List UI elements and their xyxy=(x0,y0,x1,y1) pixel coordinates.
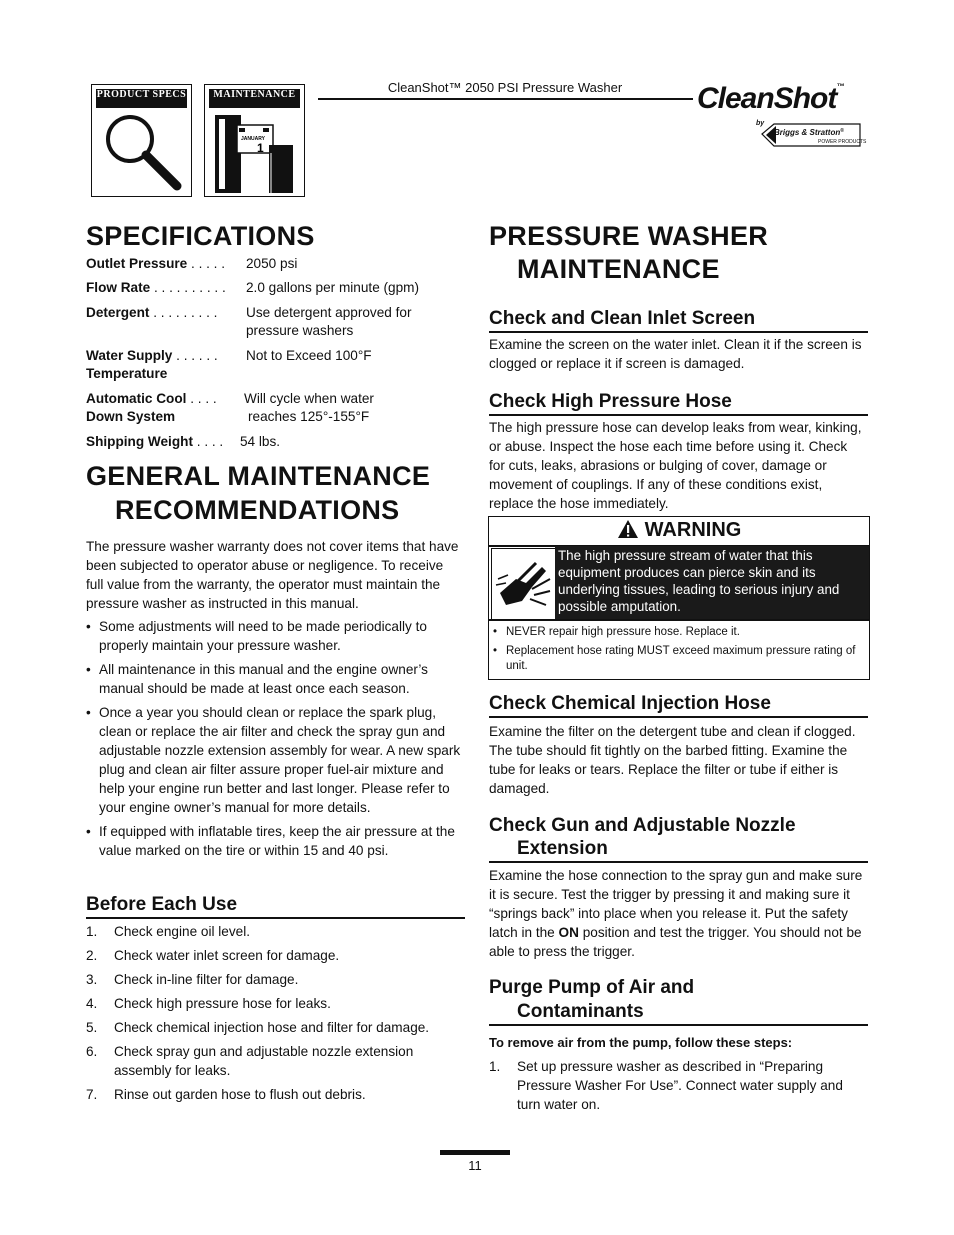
list-item: 5. Check chemical injection hose and filter for damage. xyxy=(86,1020,430,1035)
page-number-bar xyxy=(440,1150,510,1155)
warranty-paragraph: The pressure washer warranty does not cover items that have been subjected to operator abuse or negligence. To receive full value from the warranty, the operator must maintain the pressure washer as instructed in this manual. xyxy=(86,539,459,611)
purge-steps xyxy=(489,1057,867,1119)
spec-value: Not to Exceed 100°F xyxy=(246,348,372,363)
gun-nozzle-paragraph: Examine the hose connection to the spray gun and make sure it is secure. Test the trigger by pressing it and making sure it “springs back” into place when you release it. Put the safety latch in the ON position and test the trigger. You should not be able to press the trigger. xyxy=(489,868,863,959)
list-item: 6. Check spray gun and adjustable nozzle extension assembly for leaks. xyxy=(86,1044,414,1078)
pressure-washer-maintenance-heading-line2: MAINTENANCE xyxy=(517,254,720,284)
list-item: 4. Check high pressure hose for leaks. xyxy=(86,996,331,1011)
spec-value: Use detergent approved for xyxy=(246,305,412,320)
pressure-washer-maintenance-heading: PRESSURE WASHER xyxy=(489,221,769,251)
purge-lead: To remove air from the pump, follow these steps: xyxy=(489,1035,793,1050)
header-rule xyxy=(318,98,693,100)
spec-value-continued: pressure washers xyxy=(246,323,354,338)
gun-nozzle-heading: Check Gun and Adjustable Nozzle xyxy=(489,815,796,836)
list-item: 1. Set up pressure washer as described in “Preparing Pressure Washer For Use”. Connect water supply and turn water on. xyxy=(489,1059,843,1112)
document-title: CleanShot™ 2050 PSI Pressure Washer xyxy=(387,80,623,95)
warning-triangle-icon xyxy=(617,519,639,539)
section-rule xyxy=(489,1024,868,1026)
spec-value: Will cycle when water xyxy=(244,391,374,406)
before-each-use-heading: Before Each Use xyxy=(86,894,238,915)
general-maintenance-heading-line2: RECOMMENDATIONS xyxy=(115,495,400,525)
inlet-screen-paragraph: Examine the screen on the water inlet. Clean it if the screen is clogged or replace it if screen is damaged. xyxy=(489,337,862,371)
spec-value: 2.0 gallons per minute (gpm) xyxy=(246,280,420,295)
list-item: • If equipped with inflatable tires, keep the air pressure at the value marked on the tire or within 15 and 40 psi. xyxy=(86,822,464,860)
list-item: • Replacement hose rating MUST exceed maximum pressure rating of unit. xyxy=(491,644,861,674)
spec-row: Detergent . . . . . . . . . xyxy=(86,305,218,320)
list-item: 2. Check water inlet screen for damage. xyxy=(86,948,340,963)
spec-row: Shipping Weight . . . . xyxy=(86,434,224,449)
list-item: 3. Check in-line filter for damage. xyxy=(86,972,299,987)
spec-row: Water Supply . . . . . . xyxy=(86,348,218,363)
section-rule xyxy=(86,917,465,919)
maintenance-bullets xyxy=(86,617,464,865)
specifications-heading: SPECIFICATIONS xyxy=(86,221,315,251)
partner-subtitle: POWER PRODUCTS xyxy=(818,139,867,145)
list-item: • Some adjustments will need to be made periodically to properly maintain your pressure washer. xyxy=(86,617,464,655)
list-item: • All maintenance in this manual and the engine owner’s manual should be made at least once each season. xyxy=(86,660,464,698)
list-item: 7. Rinse out garden hose to flush out debris. xyxy=(86,1087,366,1102)
gun-nozzle-heading-line2: Extension xyxy=(517,838,608,859)
purge-pump-heading-line2: Contaminants xyxy=(517,1001,644,1022)
list-item: • Once a year you should clean or replace the spark plug, clean or replace the air filter and check the spray gun and adjustable nozzle extension assembly for wear. A new spark plug and clean air filter assure proper fuel-air mixture and help your engine run better and last longer. Please refer to your engine owner’s manual for more details. xyxy=(86,703,464,817)
list-item: 1. Check engine oil level. xyxy=(86,924,251,939)
warning-rule xyxy=(489,619,869,621)
partner-name: Briggs & Stratton xyxy=(774,128,841,137)
brand-tm: ™ xyxy=(836,82,844,91)
partner-reg: ® xyxy=(840,128,844,134)
spec-value: 2050 psi xyxy=(246,256,298,271)
spec-row: Flow Rate . . . . . . . . . . xyxy=(86,280,226,295)
warning-message: The high pressure stream of water that this equipment produces can pierce skin and its underlying tissues, leading to serious injury and possible amputation. xyxy=(555,546,869,619)
spec-row: Outlet Pressure . . . . . xyxy=(86,256,226,271)
spec-label-continued: Temperature xyxy=(86,366,168,381)
calendar-month: JANUARY xyxy=(241,136,265,142)
brand-name: CleanShot xyxy=(697,82,837,115)
brand-by: by xyxy=(756,120,765,127)
spec-value-continued: reaches 125°-155°F xyxy=(248,409,370,424)
spec-value: 54 lbs. xyxy=(240,434,281,449)
briggs-stratton-logo xyxy=(760,122,867,156)
magnifier-icon xyxy=(92,85,191,196)
product-specs-icon xyxy=(91,84,192,197)
before-use-steps xyxy=(86,922,464,1109)
section-rule xyxy=(489,414,868,416)
spec-label-continued: Down System xyxy=(86,409,176,424)
maintenance-icon xyxy=(204,84,305,197)
list-item: • NEVER repair high pressure hose. Replace it. xyxy=(491,625,861,640)
general-maintenance-heading: GENERAL MAINTENANCE xyxy=(86,461,431,491)
chemical-injection-paragraph: Examine the filter on the detergent tube and clean if clogged. The tube should fit tightly on the barbed fitting. Examine the tube for leaks or tears. Replace the filter or tube if either is damaged. xyxy=(489,724,856,796)
warning-title: WARNING xyxy=(489,517,869,545)
warning-box xyxy=(488,516,870,680)
page-number: 11 xyxy=(468,1158,482,1173)
spec-row: Automatic Cool . . . . xyxy=(86,391,217,406)
section-rule xyxy=(489,861,868,863)
maintenance-label: MAINTENANCE xyxy=(209,89,300,108)
chemical-injection-heading: Check Chemical Injection Hose xyxy=(489,693,771,714)
high-pressure-hose-heading: Check High Pressure Hose xyxy=(489,391,732,412)
purge-pump-heading: Purge Pump of Air and xyxy=(489,977,695,998)
section-rule xyxy=(489,716,868,718)
brand-logo xyxy=(697,82,843,116)
section-rule xyxy=(489,331,868,333)
high-pressure-hose-paragraph: The high pressure hose can develop leaks from wear, kinking, or abuse. Inspect the hose each time before using it. Check for cuts, leaks, abrasions or bulging of cover, damage or movement of couplings. If any of these conditions exist, replace the hose immediately. xyxy=(489,420,862,511)
inlet-screen-heading: Check and Clean Inlet Screen xyxy=(489,308,756,329)
spray-injection-hazard-icon xyxy=(491,548,557,620)
product-specs-label: PRODUCT SPECS xyxy=(96,89,187,108)
calendar-wrench-icon xyxy=(205,85,304,196)
warning-list xyxy=(491,625,861,678)
calendar-day: 1 xyxy=(257,141,264,155)
